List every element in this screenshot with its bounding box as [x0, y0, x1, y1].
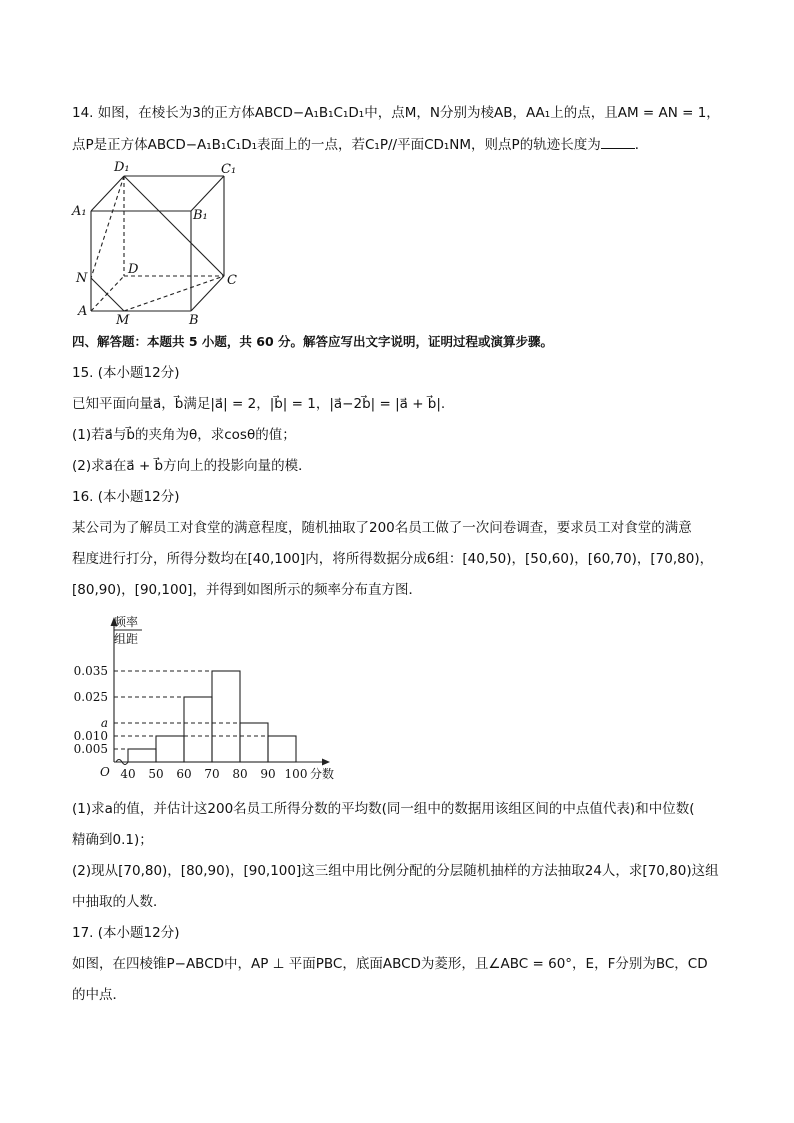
- q14-line1: 14. 如图，在棱长为3的正方体ABCD−A₁B₁C₁D₁中，点M，N分别为棱AB，AA₁上的点，且AM = AN = 1，: [72, 105, 720, 121]
- q16-stem-3: [80,90)，[90,100]，并得到如图所示的频率分布直方图．: [72, 582, 422, 598]
- bar-60-70: [184, 697, 212, 762]
- q15-part2: (2)求a⃗在a⃗ + b⃗方向上的投影向量的模．: [72, 458, 312, 474]
- q15-part1: (1)若a⃗与b⃗的夹角为θ，求cosθ的值；: [72, 427, 296, 443]
- bar-70-80: [212, 671, 240, 762]
- x-tick-label: 90: [260, 767, 276, 781]
- q17-stem-2: 的中点．: [72, 987, 126, 1003]
- label-d: D: [128, 262, 139, 277]
- label-b1: B₁: [193, 208, 208, 223]
- q15-header: 15. (本小题12分): [72, 365, 180, 381]
- q14-line2-text: 点P是正方体ABCD−A₁B₁C₁D₁表面上的一点，若C₁P//平面CD₁NM，则点P的轨迹长度为: [72, 137, 601, 153]
- q16-part2-a: (2)现从[70,80)，[80,90)，[90,100]这三组中用比例分配的分层随机抽样的方法抽取24人，求[70,80)这组: [72, 863, 719, 879]
- x-tick-label: 60: [176, 767, 192, 781]
- y-tick-label: 0.010: [73, 729, 108, 743]
- label-d1: D₁: [114, 160, 130, 175]
- cube-figure: [70, 158, 260, 328]
- bar-50-60: [156, 736, 184, 762]
- label-m: M: [116, 313, 130, 328]
- bar-90-100: [268, 736, 296, 762]
- label-a: A: [78, 304, 88, 319]
- x-tick-label: 70: [204, 767, 220, 781]
- x-tick-label: 40: [120, 767, 136, 781]
- q16-part2-b: 中抽取的人数．: [72, 894, 167, 910]
- origin-label: O: [100, 765, 110, 779]
- answer-blank: [601, 135, 635, 149]
- label-n: N: [76, 271, 88, 286]
- x-tick-label: 50: [148, 767, 164, 781]
- x-tick-label: 80: [232, 767, 248, 781]
- y-axis-title-bottom: 组距: [114, 632, 139, 646]
- x-axis-arrow: [322, 759, 330, 766]
- y-tick-label: 0.035: [73, 664, 108, 678]
- q16-stem-2: 程度进行打分，所得分数均在[40,100]内，将所得数据分成6组：[40,50)，[50,60)，[60,70)，[70,80)，: [72, 551, 714, 567]
- q14-line2-end: ．: [634, 137, 649, 153]
- bar-40-50: [128, 749, 156, 762]
- label-c1: C₁: [221, 162, 237, 177]
- bar-80-90: [240, 723, 268, 762]
- q14-line2: [72, 135, 648, 154]
- y-axis-title-top: 频率: [114, 615, 139, 629]
- section-title: 四、解答题：本题共 5 小题，共 60 分。解答应写出文字说明，证明过程或演算步骤。: [72, 334, 554, 349]
- q16-stem-1: 某公司为了解员工对食堂的满意程度，随机抽取了200名员工做了一次问卷调查，要求员工对食堂的满意: [72, 520, 692, 536]
- label-b: B: [189, 313, 199, 328]
- x-axis-title: 分数: [310, 767, 335, 781]
- x-tick-label: 100: [284, 767, 308, 781]
- q16-header: 16. (本小题12分): [72, 489, 180, 505]
- q16-part1-b: 精确到0.1)；: [72, 832, 153, 848]
- q17-stem-1: 如图，在四棱锥P−ABCD中，AP ⊥ 平面PBC，底面ABCD为菱形，且∠ABC = 60°，E，F分别为BC，CD: [72, 956, 708, 972]
- label-c: C: [227, 273, 237, 288]
- q15-stem: 已知平面向量a⃗，b⃗满足|a⃗| = 2，|b⃗| = 1，|a⃗−2b⃗| = |a⃗ + b⃗|.: [72, 396, 446, 412]
- q16-part1-a: (1)求a的值，并估计这200名员工所得分数的平均数(同一组中的数据用该组区间的中点值代表)和中位数(: [72, 801, 695, 817]
- label-a1: A₁: [72, 204, 87, 219]
- frequency-histogram: [66, 612, 356, 790]
- y-tick-label: 0.025: [73, 690, 108, 704]
- y-tick-label: 0.005: [73, 742, 108, 756]
- q17-header: 17. (本小题12分): [72, 925, 180, 941]
- y-tick-label: a: [100, 716, 108, 730]
